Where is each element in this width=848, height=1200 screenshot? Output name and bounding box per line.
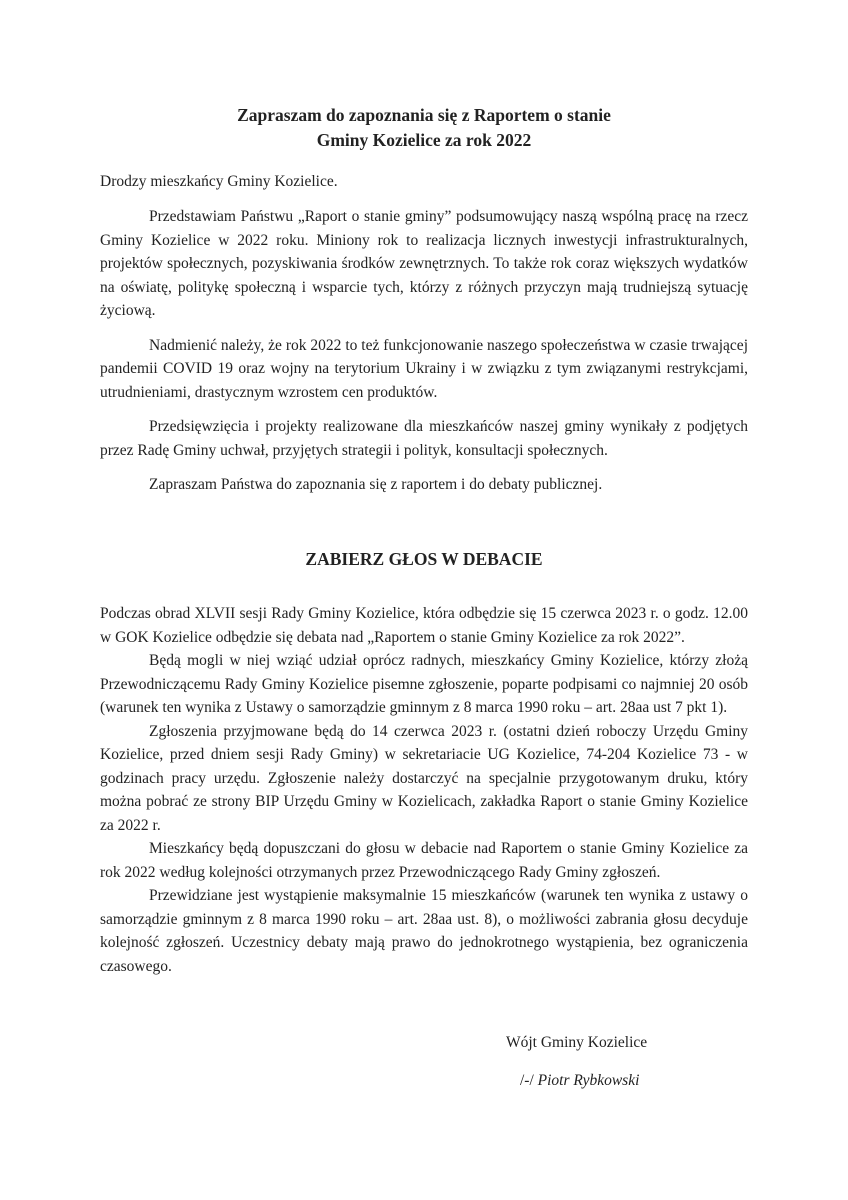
debate-paragraph-5: Przewidziane jest wystąpienie maksymalnie 15 mieszkańców (warunek ten wynika z ustawy o samorządzie gminnym z 8 marca 1990 roku – art. 28aa ust. 8), o możliwości zabrania głosu decyduje kolejność zgłoszeń. Uczestnicy debaty mają prawo do jednokrotnego wystąpienia, bez ograniczenia czasowego. bbox=[100, 887, 748, 975]
document-title bbox=[100, 103, 748, 153]
intro-paragraph-4: Zapraszam Państwa do zapoznania się z raportem i do debaty publicznej. bbox=[149, 476, 603, 493]
debate-paragraph-3: Zgłoszenia przyjmowane będą do 14 czerwca 2023 r. (ostatni dzień roboczy Urzędu Gminy Kozielice, przed dniem sesji Rady Gminy) w sekretariacie UG Kozielice, 74-204 Kozielice 73 - w godzinach pracy urzędu. Zgłoszenie należy dostarczyć na specjalnie przygotowanym druku, który można pobrać ze strony BIP Urzędu Gminy w Kozielicach, zakładka Raport o stanie Gminy Kozielice za 2022 r. bbox=[100, 722, 748, 834]
title-line-2: Gminy Kozielice za rok 2022 bbox=[316, 130, 532, 150]
title-line-1: Zapraszam do zapoznania się z Raportem o stanie bbox=[237, 105, 611, 125]
section-title: ZABIERZ GŁOS W DEBACIE bbox=[305, 549, 543, 569]
signature bbox=[520, 1069, 639, 1093]
debate-section bbox=[100, 602, 748, 978]
signature-role: Wójt Gminy Kozielice bbox=[506, 1034, 648, 1051]
intro-paragraph-3: Przedsięwzięcia i projekty realizowane dla mieszkańców naszej gminy wynikały z podjętych przez Radę Gminy uchwał, przyjętych strategii i polityk, konsultacji społecznych. bbox=[100, 418, 748, 459]
debate-paragraph-2: Będą mogli w niej wziąć udział oprócz radnych, mieszkańcy Gminy Kozielice, którzy złożą Przewodniczącemu Rady Gminy Kozielice pisemne zgłoszenie, poparte podpisami co najmniej 20 osób (warunek ten wynika z Ustawy o samorządzie gminnym z 8 marca 1990 roku – art. 28aa ust 7 pkt 1). bbox=[100, 652, 748, 716]
debate-paragraph-1: Podczas obrad XLVII sesji Rady Gminy Kozielice, która odbędzie się 15 czerwca 2023 r. o godz. 12.00 w GOK Kozielice odbędzie się debata nad „Raportem o stanie Gminy Kozielice za rok 2022”. bbox=[100, 605, 748, 646]
signature-prefix: /-/ bbox=[520, 1072, 534, 1089]
signature-name: Piotr Rybkowski bbox=[537, 1072, 640, 1089]
greeting: Drodzy mieszkańcy Gminy Kozielice. bbox=[100, 173, 338, 190]
intro-paragraph-2: Nadmienić należy, że rok 2022 to też funkcjonowanie naszego społeczeństwa w czasie trwającej pandemii COVID 19 oraz wojny na terytorium Ukrainy i w związku z tym związanymi restrykcjami, utrudnieniami, drastycznym wzrostem cen produktów. bbox=[100, 336, 748, 401]
intro-paragraph-1: Przedstawiam Państwu „Raport o stanie gminy” podsumowujący naszą wspólną pracę na rzecz Gminy Kozielice w 2022 roku. Miniony rok to realizacja licznych inwestycji infrastrukturalnych, projektów społecznych, pozyskiwania środków zewnętrznych. To także rok coraz większych wydatków na oświatę, politykę społeczną i wsparcie tych, którzy z różnych przyczyn mają trudniejszą sytuację życiową. bbox=[100, 208, 748, 319]
debate-paragraph-4: Mieszkańcy będą dopuszczani do głosu w debacie nad Raportem o stanie Gminy Kozielice za rok 2022 według kolejności otrzymanych przez Przewodniczącego Rady Gminy zgłoszeń. bbox=[100, 840, 748, 881]
intro-section bbox=[100, 205, 748, 508]
